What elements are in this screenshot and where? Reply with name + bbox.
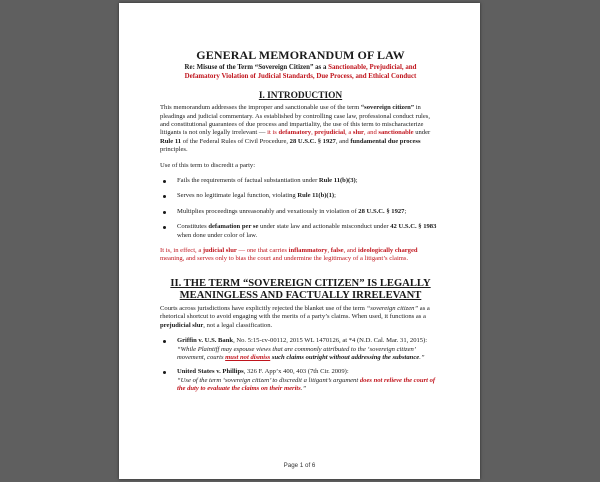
bullet-icon bbox=[163, 211, 166, 214]
introduction-paragraph: This memorandum addresses the improper and sanctionable use of the term “sovereign citizen” in pleadings and judicial commentary. As established by controlling case law, professional conduct rules, and constitutional guarantees of due process and impartiality, the use of this term to mischaracterize litigants is not only legally irrelevant — it is defamatory, prejudicial, a slur, and sanctionable under Rule 11 of the Federal Rules of Civil Procedure, 28 U.S.C. § 1927, and fundamental due process principles. bbox=[160, 104, 431, 154]
document-subtitle bbox=[160, 64, 441, 81]
subtitle-text: Re: Misuse of the Term “Sovereign Citizen” as a bbox=[184, 64, 329, 71]
document-page bbox=[119, 3, 480, 479]
case-quote: “Use of the term ‘sovereign citizen’ to discredit a litigant’s argument does not relieve the court of the duty to evaluate the claims on their merits.” bbox=[177, 376, 436, 393]
section2-paragraph: Courts across jurisdictions have explicitly rejected the blanket use of the term “sovereign citizen” as a rhetorical shortcut to avoid engaging with the merits of a party’s claims. When used, it functions as a prejudicial slur, not a legal classification. bbox=[160, 304, 430, 329]
judicial-slur-paragraph: It is, in effect, a judicial slur — one that carries inflammatory, false, and ideologically charged meaning, and serves only to bias the court and undermine the legitimacy of a litigant’s claims. bbox=[160, 247, 418, 263]
bullet-icon bbox=[163, 226, 166, 229]
subtitle-red-text-line2: Defamatory Violation of Judicial Standards, Due Process, and Ethical Conduct bbox=[184, 72, 417, 80]
bullet-lead-text: Use of this term to discredit a party: bbox=[160, 161, 256, 169]
bullet-icon bbox=[163, 180, 166, 183]
list-item: Fails the requirements of factual substantiation under Rule 11(b)(3); bbox=[160, 177, 441, 185]
list-item: Multiplies proceedings unreasonably and vexatiously in violation of 28 U.S.C. § 1927; bbox=[160, 208, 441, 216]
page-number-footer: Page 1 of 6 bbox=[283, 462, 316, 469]
subtitle-red-text: Sanctionable, Prejudicial, and bbox=[328, 64, 417, 71]
page-content bbox=[160, 48, 441, 400]
document-title: GENERAL MEMORANDUM OF LAW bbox=[196, 48, 405, 62]
case-name: United States v. Phillips bbox=[177, 368, 244, 376]
violations-list bbox=[160, 177, 441, 240]
list-item: Serves no legitimate legal function, violating Rule 11(b)(1); bbox=[160, 192, 441, 200]
case-quote: “While Plaintiff may espouse views that are commonly attributed to the ‘sovereign citizen’ movement, courts must not dismiss such claims outright without addressing the substance.” bbox=[177, 345, 425, 361]
bullet-icon bbox=[163, 195, 166, 198]
list-item: Griffin v. U.S. Bank, No. 5:15-cv-00112, 2015 WL 1470126, at *4 (N.D. Cal. Mar. 31, 2015): “While Plaintiff may espouse views that are commonly attributed to the ‘sovereign citizen’ movement, courts must not dismiss such claims outright without addressing the substance.” bbox=[160, 337, 441, 362]
bullet-icon bbox=[163, 340, 166, 343]
case-name: Griffin v. U.S. Bank bbox=[177, 337, 234, 345]
section-heading-sovereign-citizen: II. THE TERM “SOVEREIGN CITIZEN” IS LEGALLY MEANINGLESS AND FACTUALLY IRRELEVANT bbox=[170, 277, 431, 302]
list-item: United States v. Phillips, 326 F. App’x 400, 403 (7th Cir. 2009): “Use of the term ‘sovereign citizen’ to discredit a litigant’s argument does not relieve the court of the duty to evaluate the claims on their merits.” bbox=[160, 368, 441, 393]
list-item: Constitutes defamation per se under state law and actionable misconduct under 42 U.S.C. § 1983 when done under color of law. bbox=[160, 223, 441, 240]
section-heading-introduction: I. INTRODUCTION bbox=[258, 91, 343, 102]
bullet-icon bbox=[163, 371, 166, 374]
case-citation-list bbox=[160, 337, 441, 393]
